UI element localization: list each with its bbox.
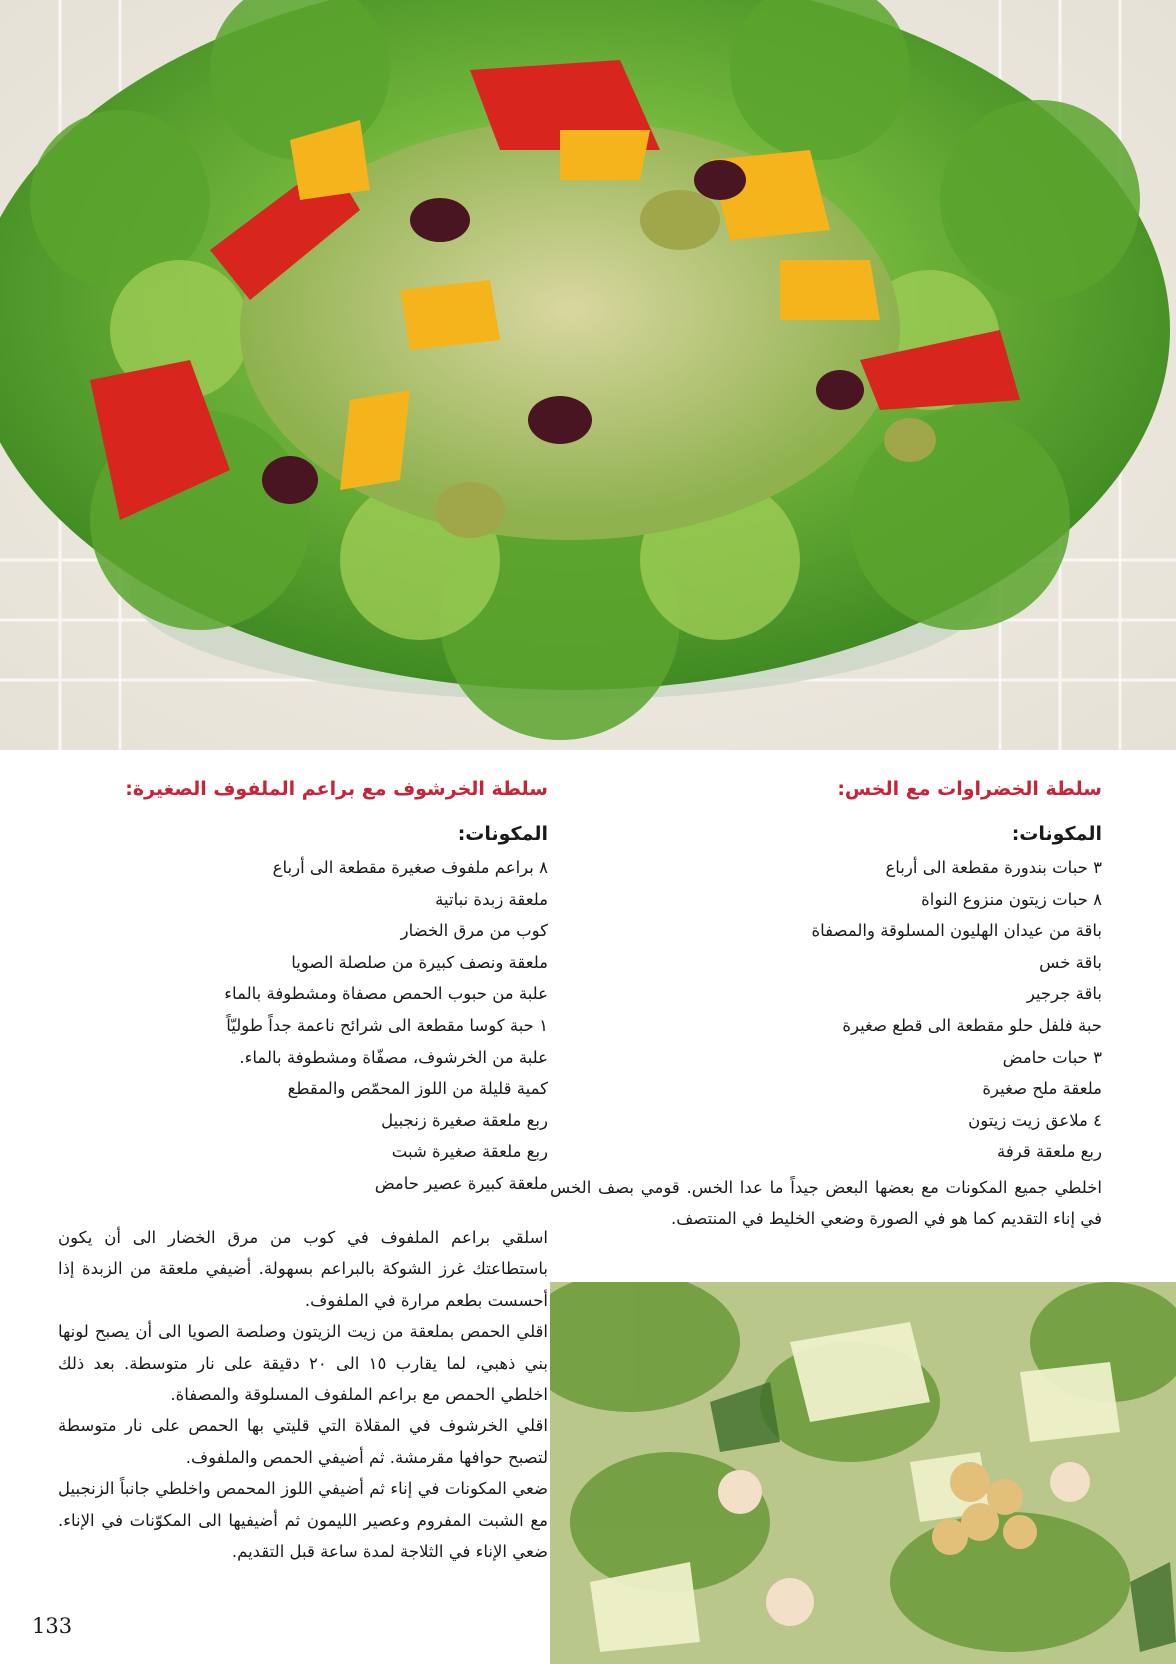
ingredients-heading: المكونات: — [457, 823, 548, 845]
ingredient-item: ربع ملعقة صغيرة شبت — [391, 1142, 548, 1162]
ingredient-item: ملعقة ملح صغيرة — [982, 1079, 1102, 1099]
artichoke-salad-photo — [550, 1282, 1176, 1664]
ingredient-item: علبة من حبوب الحمص مصفاة ومشطوفة بالماء — [224, 984, 548, 1004]
ingredients-list — [550, 852, 1102, 1168]
method-paragraph: ضعي المكونات في إناء ثم أضيفي اللوز المحمص واخلطي جانباً الزنجبيل مع الشبت المفروم وعصير الليمون ثم أضيفيها الى المكوّنات في الإناء. ضعي الإناء في الثلاجة لمدة ساعة قبل التقديم. — [58, 1479, 548, 1562]
ingredient-item: ١ حبة كوسا مقطعة الى شرائح ناعمة جداً طوليّاً — [226, 1015, 548, 1035]
method-text — [58, 1222, 548, 1567]
ingredient-item: باقة خس — [1039, 952, 1102, 972]
ingredient-item: علبة من الخرشوف، مصفّاة ومشطوفة بالماء. — [239, 1047, 548, 1067]
page-number: 133 — [32, 1614, 73, 1638]
ingredient-item: ملعقة زبدة نباتية — [435, 889, 548, 909]
ingredient-item: ٤ ملاعق زيت زيتون — [968, 1110, 1102, 1130]
ingredient-item: باقة جرجير — [1026, 984, 1102, 1004]
ingredient-item: باقة من عيدان الهليون المسلوقة والمصفاة — [811, 921, 1102, 941]
ingredient-item: ربع ملعقة صغيرة زنجبيل — [381, 1110, 548, 1130]
ingredient-item: ملعقة ونصف كبيرة من صلصلة الصويا — [291, 952, 548, 972]
ingredient-item: ٣ حبات حامض — [1002, 1047, 1102, 1067]
ingredients-list — [58, 852, 548, 1200]
method-paragraph: اقلي الخرشوف في المقلاة التي قليتي بها الحمص على نار متوسطة لتصبح حوافها مقرمشة. ثم أضيفي الحمص والملفوف. — [58, 1416, 548, 1467]
method-paragraph: اسلقي براعم الملفوف في كوب من مرق الخضار الى أن يكون باستطاعتك غرز الشوكة بالبراعم بسهولة. أضيفي ملعقة من الزبدة إذا أحسست بطعم مرارة في الملفوف. — [58, 1228, 548, 1310]
ingredient-item: كوب من مرق الخضار — [400, 921, 548, 941]
ingredient-item: كمية قليلة من اللوز المحمّص والمقطع — [287, 1079, 548, 1099]
ingredients-heading: المكونات: — [1011, 823, 1102, 845]
ingredient-item: ٨ حبات زيتون منزوع النواة — [921, 889, 1102, 909]
method-text — [550, 1172, 1102, 1235]
recipe-vegetable-lettuce — [550, 776, 1102, 1235]
ingredient-item: حبة فلفل حلو مقطعة الى قطع صغيرة — [842, 1015, 1102, 1035]
ingredient-item: ملعقة كبيرة عصير حامض — [374, 1173, 548, 1193]
recipe-title: سلطة الخضراوات مع الخس: — [837, 778, 1102, 800]
ingredient-item: ٨ براعم ملفوف صغيرة مقطعة الى أرباع — [272, 858, 548, 877]
method-paragraph: اخلطي جميع المكونات مع بعضها البعض جيداً ما عدا الخس. قومي بصف الخس في إناء التقديم كما هو في الصورة وضعي الخليط في المنتصف. — [550, 1177, 1102, 1229]
recipe-title: سلطة الخرشوف مع براعم الملفوف الصغيرة: — [125, 778, 548, 800]
method-paragraph: اقلي الحمص بملعقة من زيت الزيتون وصلصة الصويا الى أن يصبح لونها بني ذهبي، لما يقارب ١٥ الى ٢٠ دقيقة على نار متوسطة. بعد ذلك اخلطي الحمص مع براعم الملفوف المسلوقة والمصفاة. — [58, 1322, 548, 1405]
ingredient-item: ٣ حبات بندورة مقطعة الى أرباع — [885, 858, 1102, 877]
ingredient-item: ربع ملعقة قرفة — [996, 1142, 1102, 1162]
top-salad-photo — [0, 0, 1176, 750]
recipe-artichoke-sprouts — [58, 776, 548, 1200]
